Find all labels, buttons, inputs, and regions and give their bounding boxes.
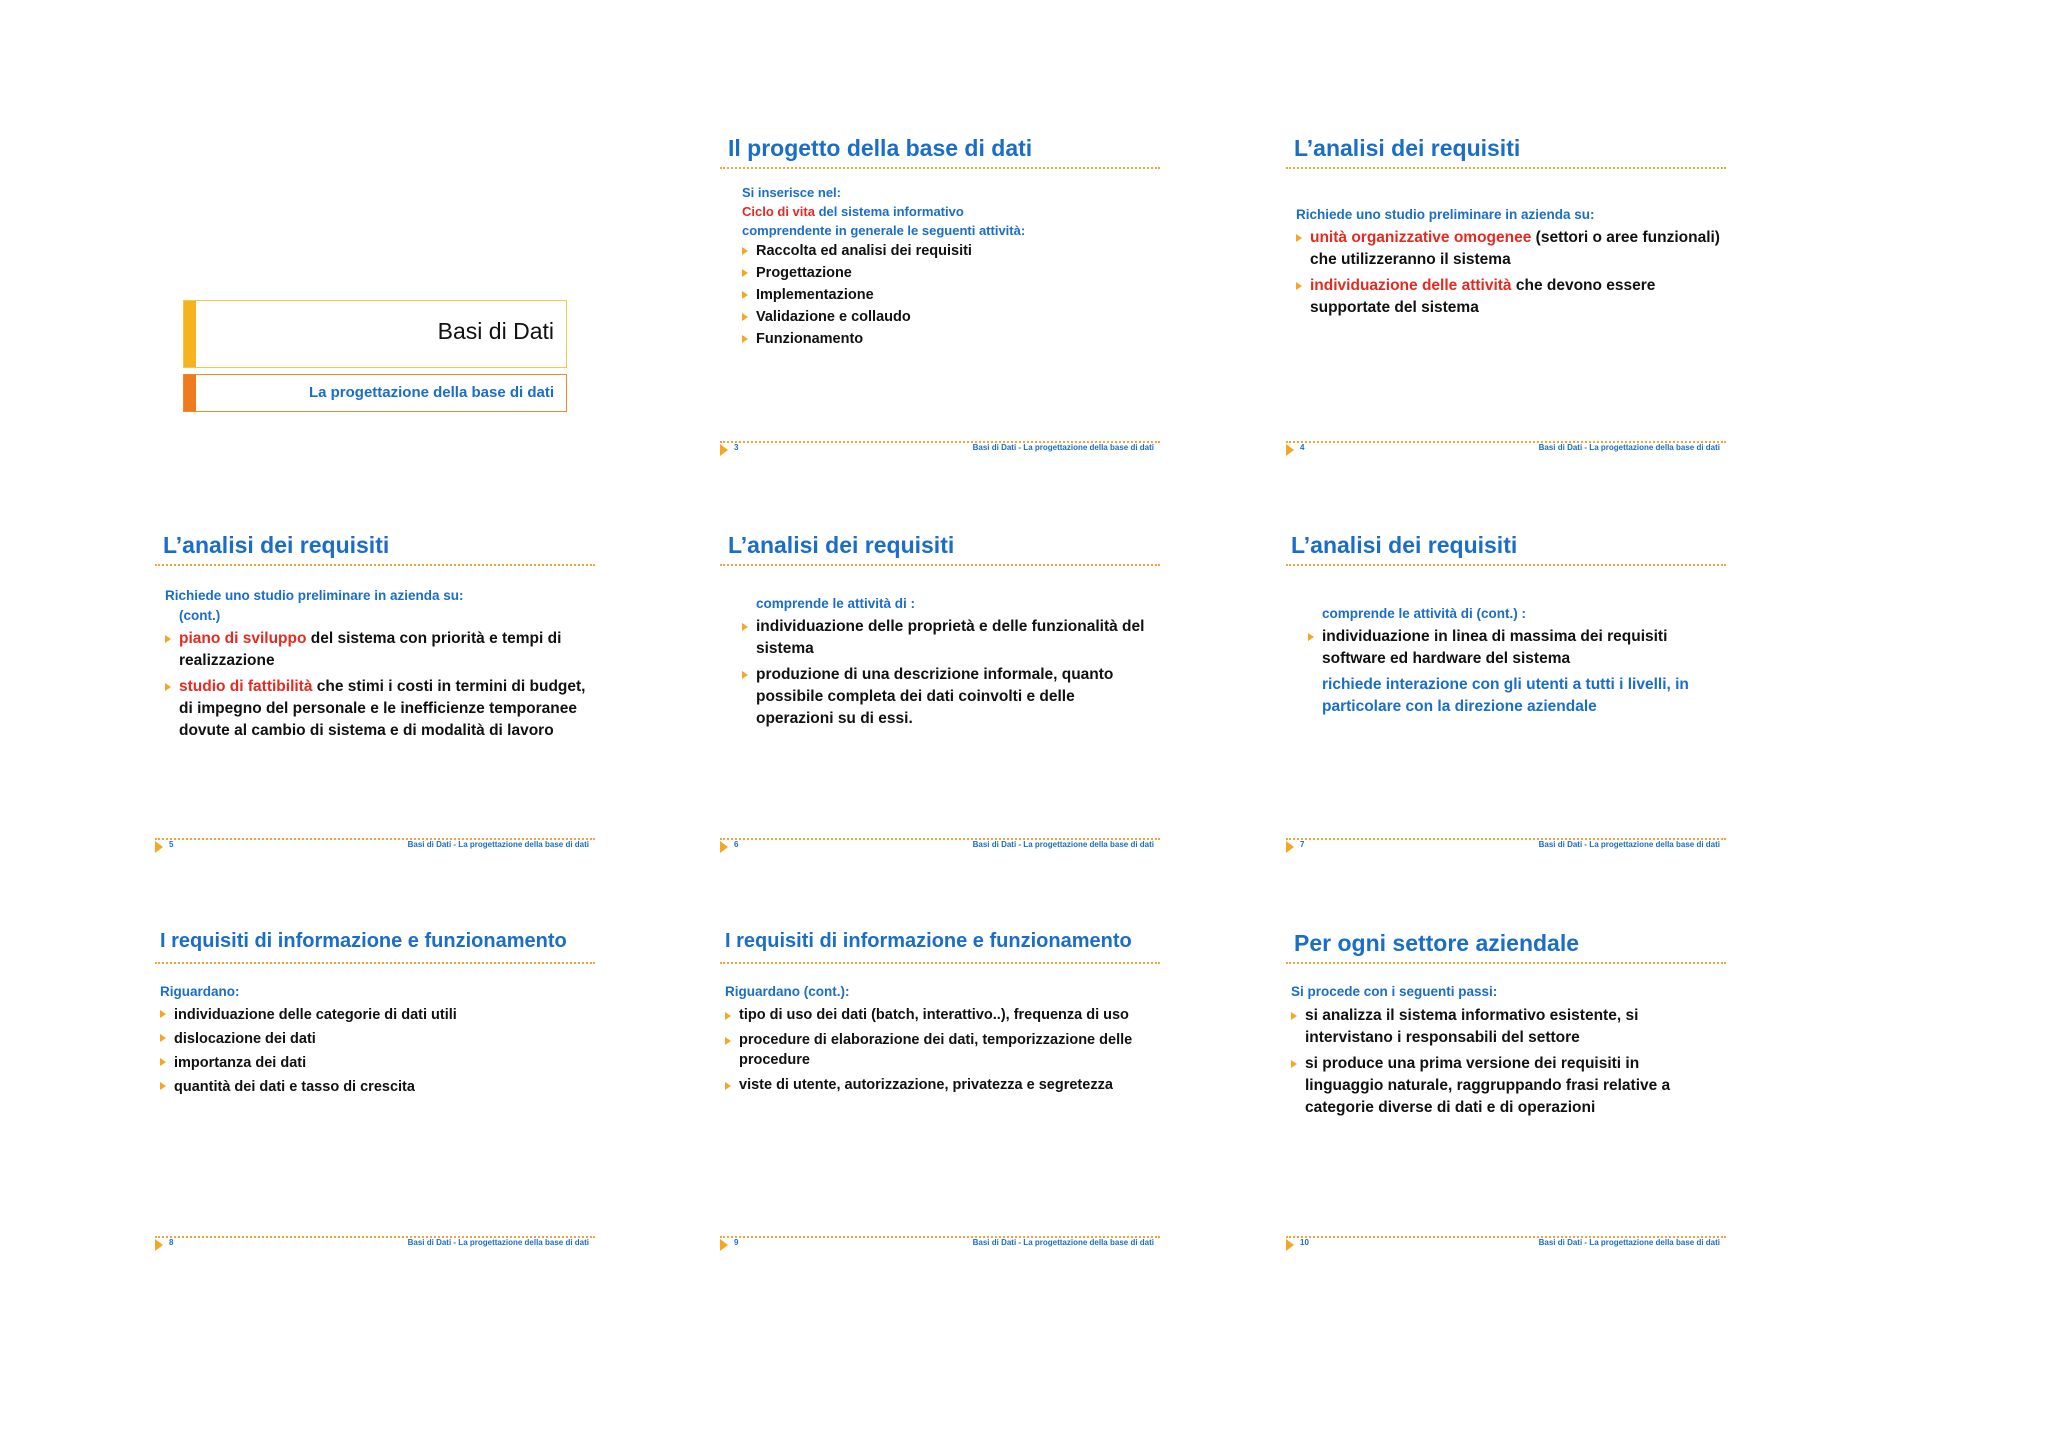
bullet-list [1296, 227, 1720, 319]
title-divider [720, 564, 1160, 566]
footer-text: Basi di Dati - La progettazione della base di dati [1538, 1238, 1720, 1247]
footer-text: Basi di Dati - La progettazione della base di dati [1538, 840, 1720, 849]
footer-arrow-icon [1286, 841, 1294, 853]
slide-9 [720, 920, 1160, 1250]
slide-body [1291, 982, 1720, 1123]
slide-title: L’analisi dei requisiti [1294, 135, 1521, 161]
list-item: individuazione delle proprietà e delle funzionalità del sistema [742, 616, 1154, 660]
title-divider [1286, 962, 1726, 964]
list-item: Implementazione [742, 286, 1154, 305]
footer-arrow-icon [720, 841, 728, 853]
page-number: 5 [169, 840, 174, 849]
footer-text: Basi di Dati - La progettazione della base di dati [972, 840, 1154, 849]
slide-title: L’analisi dei requisiti [1291, 532, 1518, 558]
slide-body [160, 982, 589, 1101]
footer-arrow-icon [720, 1239, 728, 1251]
list-item: tipo di uso dei dati (batch, interattivo..), frequenza di uso [725, 1005, 1154, 1025]
slide-title: L’analisi dei requisiti [728, 532, 955, 558]
slide-7 [1286, 522, 1726, 852]
list-item: si analizza il sistema informativo esistente, si intervistano i responsabili del settore [1291, 1005, 1720, 1049]
intro-line: Richiede uno studio preliminare in azienda su: [165, 588, 464, 603]
highlight-text: Ciclo di vita [742, 204, 815, 219]
bullet-list [1308, 626, 1720, 670]
footer-arrow-icon [155, 841, 163, 853]
bullet-list [165, 628, 589, 742]
slide-5 [155, 522, 595, 852]
slide-title: I requisiti di informazione e funzionamento [725, 930, 1132, 952]
highlight-text: studio di fattibilità [179, 678, 313, 695]
footer-arrow-icon [155, 1239, 163, 1251]
page-number: 6 [734, 840, 739, 849]
title-divider [1286, 167, 1726, 169]
list-item: quantità dei dati e tasso di crescita [160, 1077, 589, 1098]
slide-body [742, 594, 1154, 734]
intro-cont: (cont.) [179, 608, 221, 623]
list-item: produzione di una descrizione informale, quanto possibile completa dei dati coinvolti e delle operazioni su di essi. [742, 664, 1154, 730]
page-number: 3 [734, 443, 739, 452]
footer-arrow-icon [720, 444, 728, 456]
slide-body [1296, 205, 1720, 323]
list-item: si produce una prima versione dei requisiti in linguaggio naturale, raggruppando frasi relative a categorie diverse di dati e di operazioni [1291, 1053, 1720, 1119]
footer-text: Basi di Dati - La progettazione della base di dati [407, 840, 589, 849]
list-item: importanza dei dati [160, 1053, 589, 1074]
list-item: Funzionamento [742, 330, 1154, 349]
intro-line: Richiede uno studio preliminare in azienda su: [1296, 207, 1595, 222]
highlight-text: unità organizzative omogenee [1310, 229, 1532, 246]
page-number: 10 [1300, 1238, 1309, 1247]
title-divider [155, 564, 595, 566]
page-number: 7 [1300, 840, 1305, 849]
presentation-title: Basi di Dati [437, 318, 554, 344]
slide-body [742, 183, 1154, 352]
intro-line: Ciclo di vita del sistema informativo [742, 204, 964, 219]
intro-line: comprendente in generale le seguenti attività: [742, 223, 1026, 238]
note-text: richiede interazione con gli utenti a tutti i livelli, in particolare con la direzione aziendale [1322, 676, 1689, 715]
highlight-text: piano di sviluppo [179, 630, 307, 647]
bullet-list [1291, 1005, 1720, 1119]
intro-line: comprende le attività di : [756, 596, 916, 611]
footer-arrow-icon [1286, 1239, 1294, 1251]
slide-title: L’analisi dei requisiti [163, 532, 390, 558]
title-box [183, 300, 567, 368]
title-divider [720, 167, 1160, 169]
intro-line: Riguardano: [160, 984, 240, 999]
slide-10 [1286, 920, 1726, 1250]
subtitle-accent-bar [184, 375, 196, 411]
title-accent-bar [184, 301, 196, 367]
list-item: Validazione e collaudo [742, 308, 1154, 327]
list-item: Progettazione [742, 264, 1154, 283]
footer-arrow-icon [1286, 444, 1294, 456]
list-item: individuazione delle categorie di dati utili [160, 1005, 589, 1026]
highlight-text: individuazione delle attività [1310, 277, 1512, 294]
list-item: unità organizzative omogenee (settori o aree funzionali) che utilizzeranno il sistema [1296, 227, 1720, 271]
footer-text: Basi di Dati - La progettazione della base di dati [972, 443, 1154, 452]
list-item: Raccolta ed analisi dei requisiti [742, 242, 1154, 261]
slide-title: Per ogni settore aziendale [1294, 930, 1580, 956]
subtitle-box [183, 374, 567, 412]
title-divider [720, 962, 1160, 964]
slide-title: Il progetto della base di dati [728, 135, 1033, 161]
title-divider [1286, 564, 1726, 566]
list-item: dislocazione dei dati [160, 1029, 589, 1050]
footer-text: Basi di Dati - La progettazione della base di dati [407, 1238, 589, 1247]
page-number: 9 [734, 1238, 739, 1247]
bullet-list [742, 242, 1154, 349]
list-item: piano di sviluppo del sistema con priorità e tempi di realizzazione [165, 628, 589, 672]
intro-line: comprende le attività di (cont.) : [1322, 606, 1527, 621]
slide-3 [720, 125, 1160, 455]
footer-text: Basi di Dati - La progettazione della base di dati [972, 1238, 1154, 1247]
bullet-list [160, 1005, 589, 1098]
slide-6 [720, 522, 1160, 852]
page-number: 4 [1300, 443, 1305, 452]
intro-line: Si inserisce nel: [742, 185, 841, 200]
slide-1-title [155, 125, 595, 455]
slide-body [1308, 604, 1720, 718]
presentation-subtitle: La progettazione della base di dati [308, 384, 554, 401]
intro-line: Si procede con i seguenti passi: [1291, 984, 1498, 999]
slide-body [725, 982, 1154, 1100]
list-item: studio di fattibilità che stimi i costi in termini di budget, di impegno del personale e le inefficienze temporanee dovute al cambio di sistema e di modalità di lavoro [165, 676, 589, 742]
bullet-list [742, 616, 1154, 730]
slide-body [165, 586, 589, 746]
footer-text: Basi di Dati - La progettazione della base di dati [1538, 443, 1720, 452]
list-item: viste di utente, autorizzazione, privatezza e segretezza [725, 1075, 1154, 1095]
list-item: procedure di elaborazione dei dati, temporizzazione delle procedure [725, 1030, 1154, 1070]
title-divider [155, 962, 595, 964]
slide-4 [1286, 125, 1726, 455]
list-item: individuazione delle attività che devono essere supportate del sistema [1296, 275, 1720, 319]
intro-line: Riguardano (cont.): [725, 984, 850, 999]
slide-title: I requisiti di informazione e funzionamento [160, 930, 567, 952]
page-number: 8 [169, 1238, 174, 1247]
bullet-list [725, 1005, 1154, 1095]
slide-8 [155, 920, 595, 1250]
list-item: individuazione in linea di massima dei requisiti software ed hardware del sistema [1308, 626, 1720, 670]
